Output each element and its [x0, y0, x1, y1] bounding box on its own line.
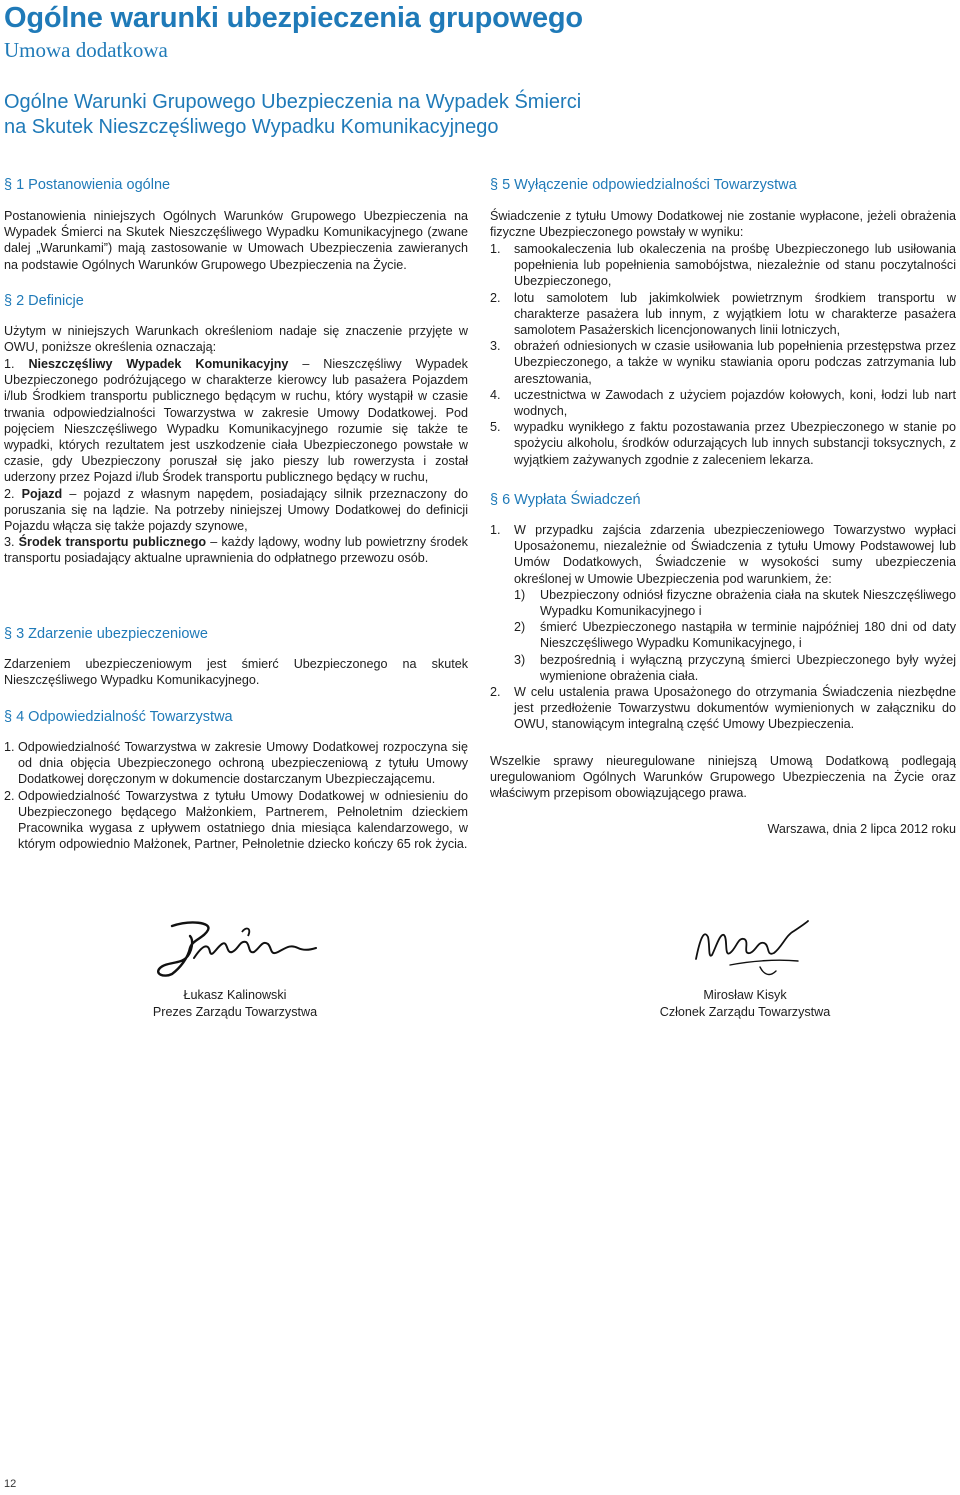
definition-number: 2. [4, 486, 22, 501]
section-2-definitions [4, 356, 468, 567]
sub-item-number: 2) [514, 620, 526, 635]
definition-1 [4, 356, 468, 486]
section-6-sublist [490, 587, 956, 684]
document-title-line-2: na Skutek Nieszczęśliwego Wypadku Komunikacyjnego [4, 116, 499, 138]
signatory-left [130, 987, 340, 1021]
section-1-text: Postanowienia niniejszych Ogólnych Warunków Grupowego Ubezpieczenia na Wypadek Śmierci na Skutek Nieszczęśliwego Wypadku Komunikacyjnego (zwane dalej „Warunkami”) mają zastosowanie w Umowach Ubezpieczenia zawieranych na podstawie Ogólnych Warunków Grupowego Ubezpieczenia na Życie. [4, 209, 468, 272]
list-item [490, 522, 956, 587]
list-item-number: 5. [490, 420, 505, 435]
section-3-text: Zdarzeniem ubezpieczeniowym jest śmierć Ubezpieczonego na skutek Nieszczęśliwego Wypadku Komunikacyjnego. [4, 657, 468, 688]
list-item-text: obrażeń odniesionych w czasie usiłowania lub popełnienia przestępstwa przez Ubezpieczonego, a także w wyniku stawiania oporu podczas zatrzymania lub aresztowania, [514, 339, 956, 386]
list-item [4, 739, 468, 788]
section-4-heading: § 4 Odpowiedzialność Towarzystwa [4, 709, 233, 725]
definition-text: – każdy lądowy, wodny lub powietrzny środek transportu posiadający aktualne uprawnienia do odpłatnego przewozu osób. [4, 535, 468, 566]
section-5-heading: § 5 Wyłączenie odpowiedzialności Towarzystwa [490, 177, 797, 193]
definition-term: Nieszczęśliwy Wypadek Komunikacyjny [28, 357, 289, 371]
definition-number: 1. [4, 357, 29, 371]
sub-item-text: śmierć Ubezpieczonego nastąpiła w terminie najpóźniej 180 dni od daty Nieszczęśliwego Wypadku Komunikacyjnego, i [540, 620, 956, 651]
section-6-list [490, 522, 956, 733]
list-item [490, 419, 956, 468]
list-item [4, 788, 468, 853]
section-4-list [4, 739, 468, 852]
list-item-number: 4. [490, 387, 505, 402]
document-title [4, 90, 581, 140]
sub-item-number: 3) [514, 652, 526, 667]
section-1-heading: § 1 Postanowienia ogólne [4, 177, 171, 193]
list-item-number: 1. [490, 242, 505, 256]
list-item [490, 684, 956, 733]
signature-right-image [690, 915, 810, 981]
page-number: 12 [4, 1478, 17, 1490]
list-item-number: 2. [490, 685, 505, 700]
list-item-number: 2. [490, 290, 505, 305]
list-item-text: W celu ustalenia prawa Uposażonego do otrzymania Świadczenia niezbędne jest przedłożenie Towarzystwu dokumentów wymienionych w załączniku do OWU, stanowiącym integralną część Umowy Ubezpieczenia. [514, 685, 956, 732]
list-item-text: Odpowiedzialność Towarzystwa w zakresie Umowy Dodatkowej rozpoczyna się od dnia objęcia Ubezpieczonego ochroną ubezpieczeniową z tytułu Umowy Dodatkowej doręczonym w dokumencie dostarczanym Ubezpieczającemu. [18, 740, 468, 787]
list-item-number: 3. [490, 339, 505, 354]
list-item-text: W przypadku zajścia zdarzenia ubezpieczeniowego Towarzystwo wypłaci Uposażonemu, niezależnie od Świadczenia z tytułu Umowy Podstawowej lub Umów Dodatkowych, Świadczenie w wysokości sumy ubezpieczenia określonej w Umowie Ubezpieczenia pod warunkiem, że: [514, 523, 956, 586]
section-3-heading: § 3 Zdarzenie ubezpieczeniowe [4, 626, 208, 642]
list-item-text: lotu samolotem lub jakimkolwiek powietrznym środkiem transportu w charakterze pasażera lub innym, z wyjątkiem lotu w charakterze pasażera samolotem Pasażerskich licencjonowanych linii lotniczych, [514, 290, 956, 338]
page-subtitle: Umowa dodatkowa [4, 38, 168, 62]
signatory-role: Prezes Zarządu Towarzystwa [152, 1005, 318, 1019]
list-item-text: samookaleczenia lub okaleczenia na prośbę Ubezpieczonego lub usiłowania popełnienia lub popełnienia samobójstwa, niezależnie od stanu poczytalności Ubezpieczonego, [514, 242, 956, 289]
list-item-text: uczestnictwa w Zawodach z użyciem pojazdów kołowych, koni, łodzi lub nart wodnych, [514, 387, 956, 419]
definition-text: – pojazd z własnym napędem, posiadający silnik przeznaczony do poruszania się na lądzie. Na potrzeby niniejszej Umowy Dodatkowej do definicji Pojazdu włącza się także pojazdy szynowe, [4, 486, 468, 534]
sub-item [514, 619, 956, 651]
signature-left-image [150, 918, 320, 980]
section-5-intro: Świadczenie z tytułu Umowy Dodatkowej nie zostanie wypłacone, jeżeli obrażenia fizyczne Ubezpieczonego powstały w wyniku: [490, 209, 956, 240]
list-item [490, 290, 956, 339]
definition-2 [4, 486, 468, 535]
document-title-line-1: Ogólne Warunki Grupowego Ubezpieczenia na Wypadek Śmierci [4, 91, 582, 113]
signatory-name: Łukasz Kalinowski [183, 988, 287, 1002]
list-item-number: 1. [4, 740, 19, 754]
list-item-number: 1. [490, 523, 505, 537]
sub-item [514, 652, 956, 684]
list-item-number: 2. [4, 788, 19, 803]
signatory-right [640, 987, 850, 1021]
list-item [490, 338, 956, 387]
definition-term: Środek transportu publicznego [18, 535, 207, 550]
list-item [490, 241, 956, 290]
section-2-heading: § 2 Definicje [4, 293, 84, 309]
sub-item-text: Ubezpieczony odniósł fizyczne obrażenia ciała na skutek Nieszczęśliwego Wypadku Komunikacyjnego i [540, 587, 956, 619]
page-title: Ogólne warunki ubezpieczenia grupowego [4, 2, 583, 34]
sub-item-text: bezpośrednią i wyłączną przyczyną śmierci Ubezpieczonego były wyżej wymienione obrażenia ciała. [540, 652, 956, 683]
definition-number: 3. [4, 535, 19, 550]
section-5-list [490, 241, 956, 468]
list-item-text: wypadku wynikłego z faktu pozostawania przez Ubezpieczonego w stanie po spożyciu alkoholu, środków odurzających lub innych substancji toksycznych, z wyjątkiem zażywanych zgodnie z zaleceniem lekarza. [514, 420, 956, 467]
definition-term: Pojazd [21, 486, 63, 501]
list-item [490, 387, 956, 419]
place-date: Warszawa, dnia 2 lipca 2012 roku [767, 822, 956, 836]
signatory-name: Mirosław Kisyk [703, 988, 787, 1002]
sub-item [514, 587, 956, 619]
sub-item-number: 1) [514, 587, 526, 602]
definition-3 [4, 534, 468, 566]
definition-text: – Nieszczęśliwy Wypadek Ubezpieczonego podróżującego w charakterze kierowcy lub pasażera Pojazdem i/lub Środkiem transportu publicznego będącym w ruchu, który wystąpił w czasie trwania odpowiedzialności Towarzystwa w zakresie Umowy Dodatkowej. Pod pojęciem Nieszczęśliwego Wypadku Komunikacyjnego rozumie się także te wypadki, których rezultatem jest uszkodzenie ciała Ubezpieczonego powstałe w czasie, gdy Ubezpieczony poruszał się jako pieszy lub rowerzysta i został uderzony przez Pojazd i/lub Środek transportu publicznego będący w ruchu, [4, 357, 468, 485]
section-6-heading: § 6 Wypłata Świadczeń [490, 492, 641, 508]
closing-paragraph: Wszelkie sprawy nieuregulowane niniejszą Umową Dodatkową podlegają uregulowaniom Ogólnych Warunków Grupowego Ubezpieczenia na Życie oraz właściwym przepisom obowiązującego prawa. [490, 754, 956, 801]
section-2-intro: Użytym w niniejszych Warunkach określeniom nadaje się znaczenie przyjęte w OWU, poniższe określenia oznaczają: [4, 324, 468, 355]
list-item-text: Odpowiedzialność Towarzystwa z tytułu Umowy Dodatkowej w odniesieniu do Ubezpieczonego będącego Małżonkiem, Partnerem, Pełnoletnim dzieckiem Pracownika wygasa z upływem ostatniego dnia miesiąca kalendarzowego, w którym odpowiednio Małżonek, Partner, Pełnoletnie dziecko kończy 65 rok życia. [18, 788, 468, 852]
signatory-role: Członek Zarządu Towarzystwa [659, 1005, 831, 1019]
